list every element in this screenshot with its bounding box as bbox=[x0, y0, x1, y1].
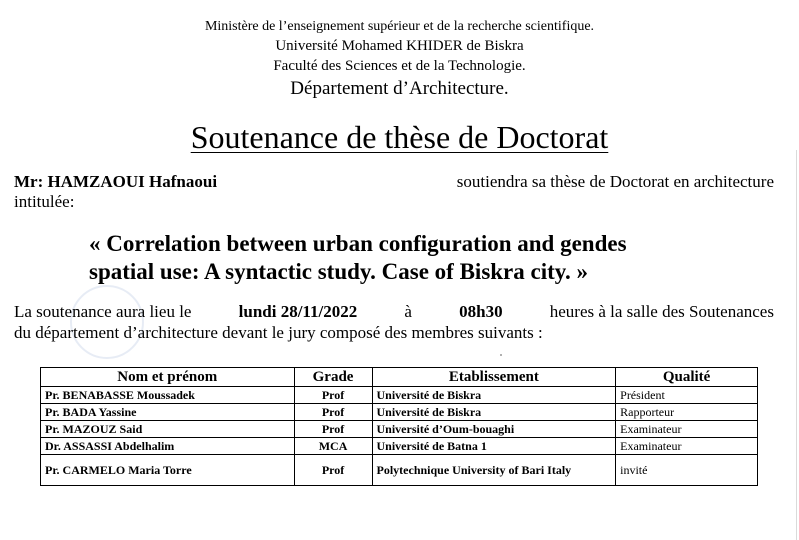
thesis-title-line-2: spatial use: A syntactic study. Case of Biskra city. » bbox=[89, 259, 589, 284]
table-row bbox=[41, 404, 758, 421]
member-qualite: Rapporteur bbox=[616, 404, 758, 421]
candidate-prefix: Mr: bbox=[14, 172, 44, 191]
thesis-title-line-1: « Correlation between urban configuration and gendes bbox=[89, 231, 627, 256]
member-qualite: Examinateur bbox=[616, 438, 758, 455]
ministry-line: Ministère de l’enseignement supérieur et de la recherche scientifique. bbox=[204, 19, 595, 34]
header-qualite: Qualité bbox=[616, 368, 758, 387]
member-name: Pr. MAZOUZ Said bbox=[41, 421, 295, 438]
intro-text-a: soutiendra sa thèse de Doctorat en architecture bbox=[456, 172, 774, 191]
member-etablissement: Polytechnique University of Bari Italy bbox=[372, 455, 616, 486]
member-etablissement: Université de Biskra bbox=[372, 387, 616, 404]
table-row bbox=[41, 455, 758, 486]
defense-text-b: à bbox=[404, 302, 412, 321]
thesis-title bbox=[89, 230, 729, 286]
page-title bbox=[0, 118, 799, 156]
defense-text-c: heures à la salle des Soutenances bbox=[549, 302, 774, 321]
member-name: Pr. BADA Yassine bbox=[41, 404, 295, 421]
faculty-line: Faculté des Sciences et de la Technologie. bbox=[273, 58, 526, 74]
intro-line-1 bbox=[14, 172, 774, 192]
header-grade: Grade bbox=[294, 368, 372, 387]
member-name: Pr. BENABASSE Moussadek bbox=[41, 387, 295, 404]
intro-text-b: intitulée: bbox=[14, 192, 75, 211]
member-grade: Prof bbox=[294, 404, 372, 421]
table-row bbox=[41, 438, 758, 455]
table-row bbox=[41, 421, 758, 438]
defense-time: 08h30 bbox=[459, 302, 503, 321]
defense-details bbox=[14, 301, 774, 343]
speck bbox=[500, 354, 502, 356]
jury-header-row bbox=[41, 368, 758, 387]
member-etablissement: Université de Batna 1 bbox=[372, 438, 616, 455]
header-etablissement: Etablissement bbox=[372, 368, 616, 387]
member-name: Pr. CARMELO Maria Torre bbox=[41, 455, 295, 486]
member-grade: Prof bbox=[294, 455, 372, 486]
defense-text-a: La soutenance aura lieu le bbox=[14, 302, 192, 321]
jury-table bbox=[40, 367, 758, 486]
candidate-block bbox=[14, 172, 217, 192]
intro-paragraph bbox=[14, 172, 774, 212]
header-name: Nom et prénom bbox=[41, 368, 295, 387]
defense-date: lundi 28/11/2022 bbox=[238, 302, 358, 321]
member-qualite: invité bbox=[616, 455, 758, 486]
candidate-name: HAMZAOUI Hafnaoui bbox=[47, 172, 218, 191]
university-line: Université Mohamed KHIDER de Biskra bbox=[275, 38, 524, 54]
table-row bbox=[41, 387, 758, 404]
page-title-text: Soutenance de thèse de Doctorat bbox=[190, 119, 609, 155]
member-etablissement: Université d’Oum-bouaghi bbox=[372, 421, 616, 438]
member-name: Dr. ASSASSI Abdelhalim bbox=[41, 438, 295, 455]
member-etablissement: Université de Biskra bbox=[372, 404, 616, 421]
defense-line-2: du département d’architecture devant le jury composé des membres suivants : bbox=[14, 323, 543, 342]
member-qualite: Président bbox=[616, 387, 758, 404]
member-grade: Prof bbox=[294, 387, 372, 404]
member-grade: Prof bbox=[294, 421, 372, 438]
member-qualite: Examinateur bbox=[616, 421, 758, 438]
department-line: Département d’Architecture. bbox=[290, 78, 509, 99]
scan-edge-line bbox=[796, 150, 797, 540]
member-grade: MCA bbox=[294, 438, 372, 455]
defense-line-1 bbox=[14, 301, 774, 322]
